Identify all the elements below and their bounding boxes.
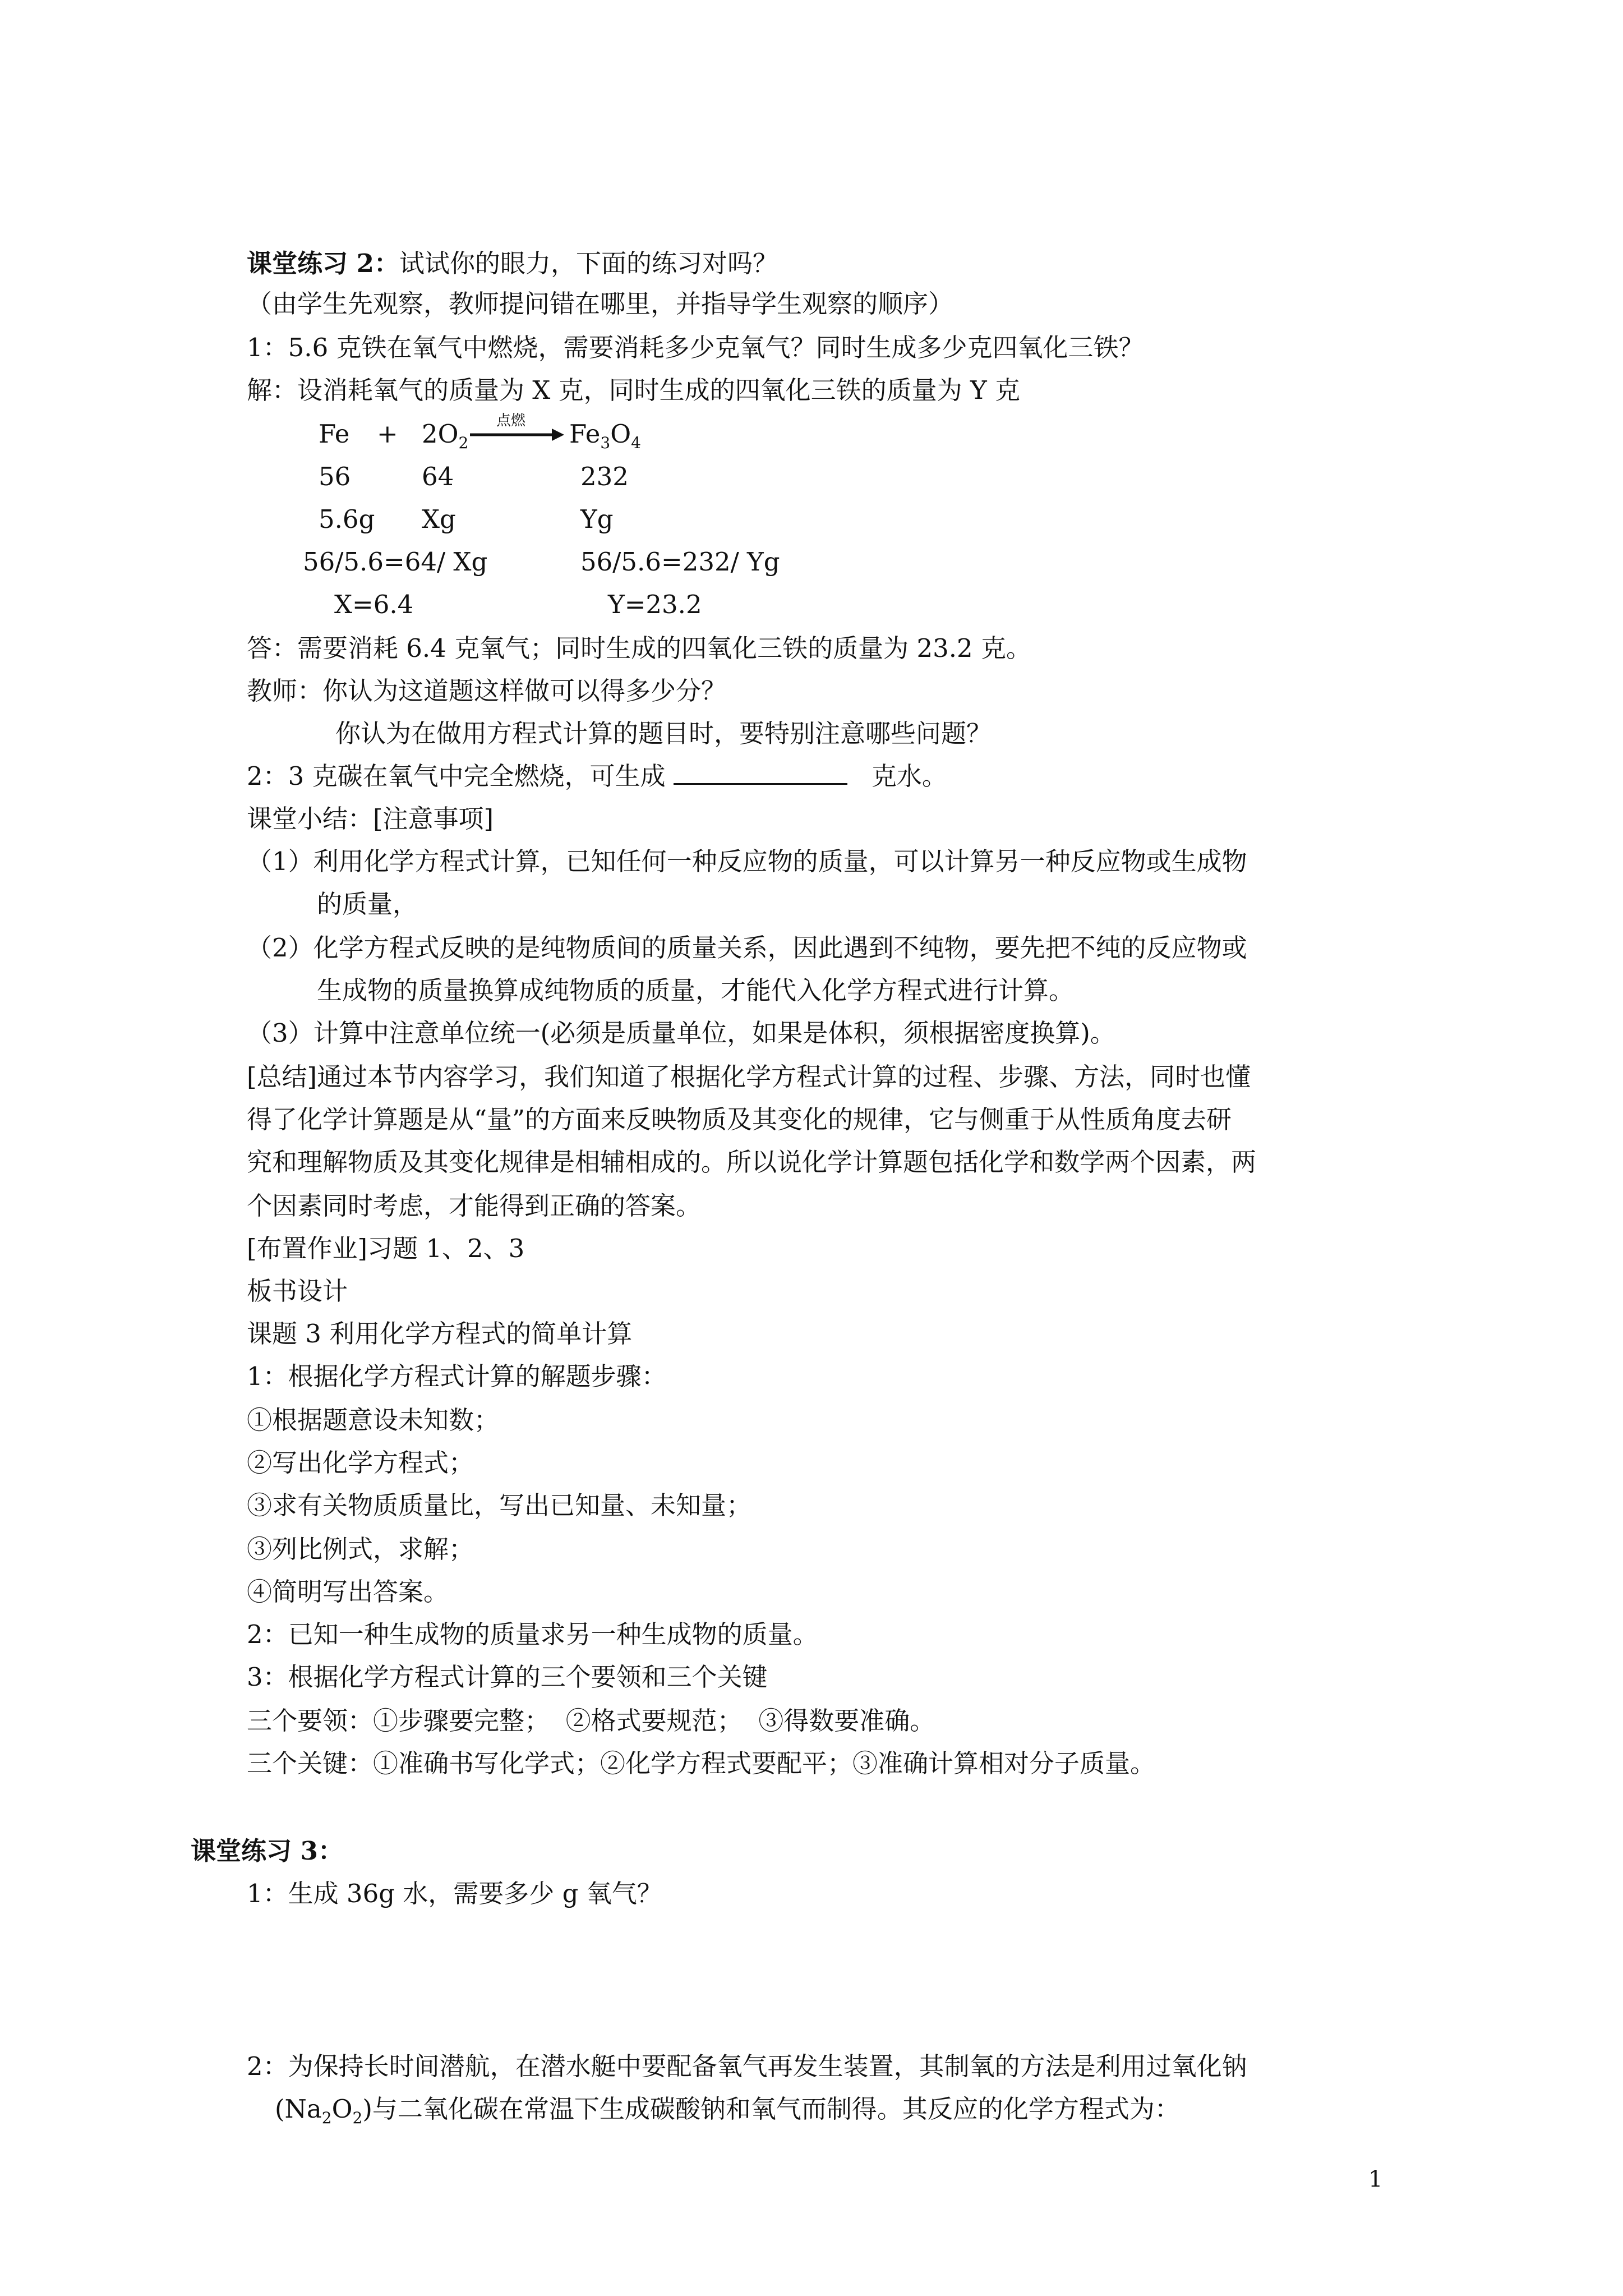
summary-item3: （3）计算中注意单位统一(必须是质量单位，如果是体积，须根据密度换算)。 (247, 1018, 1115, 1048)
result-x: X=6.4 (334, 590, 414, 619)
exercise3-question2-cont: $(Na_2O_2)$与二氧化碳在常温下生成碳酸钠和氧气而制得。其反应的化学方程式为： (275, 2094, 1180, 2127)
exercise2-solution: 解：设消耗氧气的质量为 X 克，同时生成的四氧化三铁的质量为 Y 克 (247, 375, 1020, 405)
step-3: ③求有关物质质量比，写出已知量、未知量； (247, 1490, 752, 1520)
step-2: ②写出化学方程式； (247, 1448, 474, 1478)
summary-item1-cont: 的质量， (317, 889, 418, 919)
conclusion-line3: 究和理解物质及其变化规律是相辅相成的。所以说化学计算题包括化学和数学两个因素，两 (247, 1147, 1257, 1177)
exercise2-question2: 2：3 克碳在氧气中完全燃烧，可生成 克水。 (247, 761, 947, 791)
steps-title: 1：根据化学方程式计算的解题步骤： (247, 1361, 667, 1391)
given-fe3o4: Yg (580, 504, 614, 534)
exercise3-question1: 1：生成 36g 水，需要多少 g 氧气？ (247, 1879, 662, 1908)
result-y: Y=23.2 (608, 590, 702, 619)
conclusion-line2: 得了化学计算题是从“量”的方面来反映物质及其变化的规律，它与侧重于从性质角度去研 (247, 1105, 1232, 1134)
board-keys: 三个关键：①准确书写化学式；②化学方程式要配平；③准确计算相对分子质量。 (247, 1749, 1156, 1778)
board-point2: 2：已知一种生成物的质量求另一种生成物的质量。 (247, 1619, 818, 1649)
answer-blank (674, 762, 847, 785)
step-1: ①根据题意设未知数； (247, 1405, 500, 1435)
equation-product: $Fe_3O_4$ (569, 419, 641, 452)
ratio-x: 56/5.6=64/ Xg (303, 547, 488, 577)
board-essentials: 三个要领：①步骤要完整； ②格式要规范； ③得数要准确。 (247, 1706, 935, 1736)
exercise3-question2: 2：为保持长时间潜航，在潜水艇中要配备氧气再发生装置，其制氧的方法是利用过氧化钠 (247, 2051, 1247, 2081)
board-point3: 3：根据化学方程式计算的三个要领和三个关键 (247, 1662, 768, 1692)
reaction-arrow-icon (470, 428, 565, 441)
mass-fe: 56 (319, 462, 351, 491)
exercise2-question1: 1：5.6 克铁在氧气中燃烧，需要消耗多少克氧气？同时生成多少克四氧化三铁？ (247, 333, 1144, 362)
equation-condition: 点燃 (496, 412, 526, 429)
given-o2: Xg (422, 504, 456, 534)
exercise2-heading: 课堂练习 2： (247, 249, 399, 278)
equation-oxygen: $2O_2$ (422, 419, 469, 452)
summary-title: 课堂小结：[注意事项] (247, 804, 494, 834)
teacher-question2: 你认为在做用方程式计算的题目时，要特别注意哪些问题？ (335, 719, 992, 748)
exercise2-answer: 答：需要消耗 6.4 克氧气；同时生成的四氧化三铁的质量为 23.2 克。 (247, 633, 1031, 663)
equation-fe: Fe (319, 419, 350, 449)
equation-plus: + (377, 419, 398, 449)
given-fe: 5.6g (319, 504, 375, 534)
step-5: ④简明写出答案。 (247, 1577, 449, 1607)
ratio-y: 56/5.6=232/ Yg (580, 547, 780, 577)
summary-item2-cont: 生成物的质量换算成纯物质的质量，才能代入化学方程式进行计算。 (317, 976, 1075, 1005)
summary-item2: （2）化学方程式反映的是纯物质间的质量关系，因此遇到不纯物，要先把不纯的反应物或 (247, 933, 1247, 963)
exercise2-heading-rest: 试试你的眼力，下面的练习对吗？ (399, 249, 778, 278)
mass-fe3o4: 232 (580, 462, 629, 491)
board-title: 板书设计 (247, 1276, 348, 1306)
step-4: ③列比例式，求解； (247, 1534, 474, 1564)
page-number: 1 (1368, 2166, 1383, 2192)
homework: [布置作业]习题 1、2、3 (247, 1234, 525, 1263)
exercise3-heading: 课堂练习 3： (191, 1836, 343, 1866)
exercise2-note: （由学生先观察，教师提问错在哪里，并指导学生观察的顺序） (247, 289, 954, 319)
conclusion-line4: 个因素同时考虑，才能得到正确的答案。 (247, 1191, 702, 1221)
board-topic: 课题 3 利用化学方程式的简单计算 (247, 1319, 633, 1349)
mass-o2: 64 (422, 462, 454, 491)
summary-item1: （1）利用化学方程式计算，已知任何一种反应物的质量，可以计算另一种反应物或生成物 (247, 846, 1247, 876)
teacher-question1: 教师：你认为这道题这样做可以得多少分？ (247, 676, 727, 706)
conclusion-line1: [总结]通过本节内容学习，我们知道了根据化学方程式计算的过程、步骤、方法，同时也懂 (247, 1062, 1251, 1092)
exercise2-heading-line (247, 247, 778, 280)
